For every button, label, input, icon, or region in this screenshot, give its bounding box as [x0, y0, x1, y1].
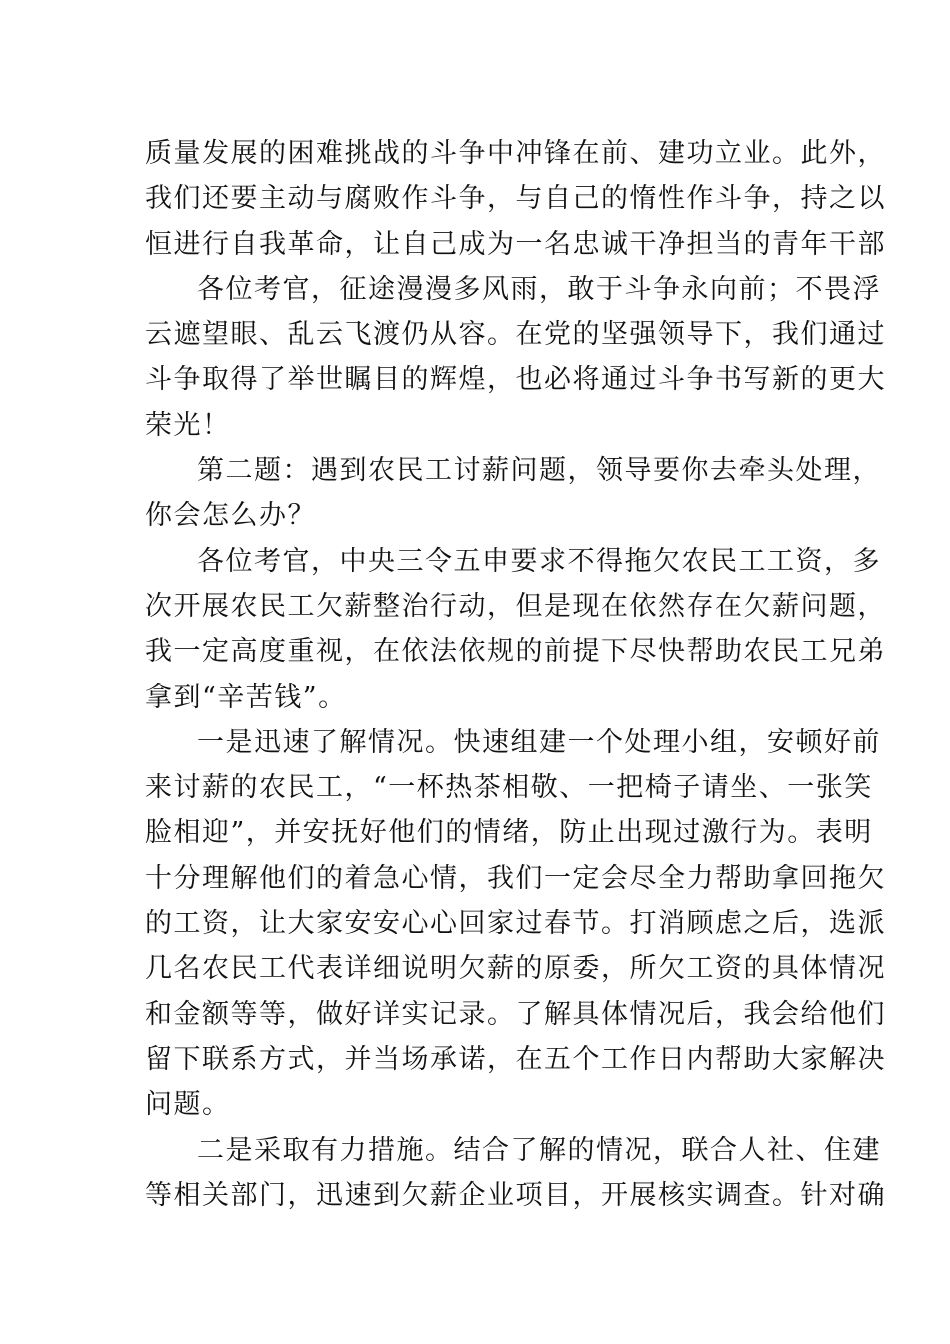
text-line: 十分理解他们的着急心情，我们一定会尽全力帮助拿回拖欠 — [145, 862, 886, 894]
text-line: 脸相迎”，并安抚好他们的情绪，防止出现过激行为。表明 — [145, 817, 873, 849]
paragraph — [145, 267, 886, 448]
text-line: 一是迅速了解情况。快速组建一个处理小组，安顿好前 — [197, 726, 881, 758]
paragraph — [145, 720, 886, 1128]
text-line: 各位考官，中央三令五申要求不得拖欠农民工工资，多 — [197, 545, 881, 577]
text-line: 我一定高度重视，在依法依规的前提下尽快帮助农民工兄弟 — [145, 636, 886, 668]
paragraph — [145, 448, 881, 539]
text-line: 几名农民工代表详细说明欠薪的原委，所欠工资的具体情况 — [145, 953, 886, 985]
text-line: 次开展农民工欠薪整治行动，但是现在依然存在欠薪问题， — [145, 590, 886, 622]
text-line: 等相关部门，迅速到欠薪企业项目，开展核实调查。针对确 — [145, 1179, 886, 1211]
text-line: 拿到“辛苦钱”。 — [145, 681, 347, 713]
text-line: 第二题：遇到农民工讨薪问题，领导要你去牵头处理， — [197, 455, 881, 487]
text-line: 云遮望眼、乱云飞渡仍从容。在党的坚强领导下，我们通过 — [145, 319, 886, 351]
text-line: 问题。 — [145, 1089, 231, 1121]
text-line: 和金额等等，做好详实记录。了解具体情况后，我会给他们 — [145, 998, 886, 1030]
text-line: 斗争取得了举世瞩目的辉煌，也必将通过斗争书写新的更大 — [145, 364, 886, 396]
text-line: 的工资，让大家安安心心回家过春节。打消顾虑之后，选派 — [145, 908, 886, 940]
text-line: 二是采取有力措施。结合了解的情况，联合人社、住建 — [197, 1134, 881, 1166]
text-line: 留下联系方式，并当场承诺，在五个工作日内帮助大家解决 — [145, 1043, 886, 1075]
text-line: 你会怎么办？ — [145, 500, 316, 532]
text-line: 恒进行自我革命，让自己成为一名忠诚干净担当的青年干部 — [145, 228, 886, 260]
paragraph — [145, 131, 886, 267]
paragraph — [145, 539, 886, 720]
document-body — [145, 131, 886, 1218]
text-line: 各位考官，征途漫漫多风雨，敢于斗争永向前；不畏浮 — [197, 273, 881, 305]
text-line: 荣光！ — [145, 409, 231, 441]
text-line: 来讨薪的农民工，“一杯热茶相敬、一把椅子请坐、一张笑 — [145, 772, 873, 804]
text-line: 质量发展的困难挑战的斗争中冲锋在前、建功立业。此外， — [145, 138, 886, 169]
text-line: 我们还要主动与腐败作斗争，与自己的惰性作斗争，持之以 — [145, 183, 886, 215]
paragraph — [145, 1128, 886, 1219]
